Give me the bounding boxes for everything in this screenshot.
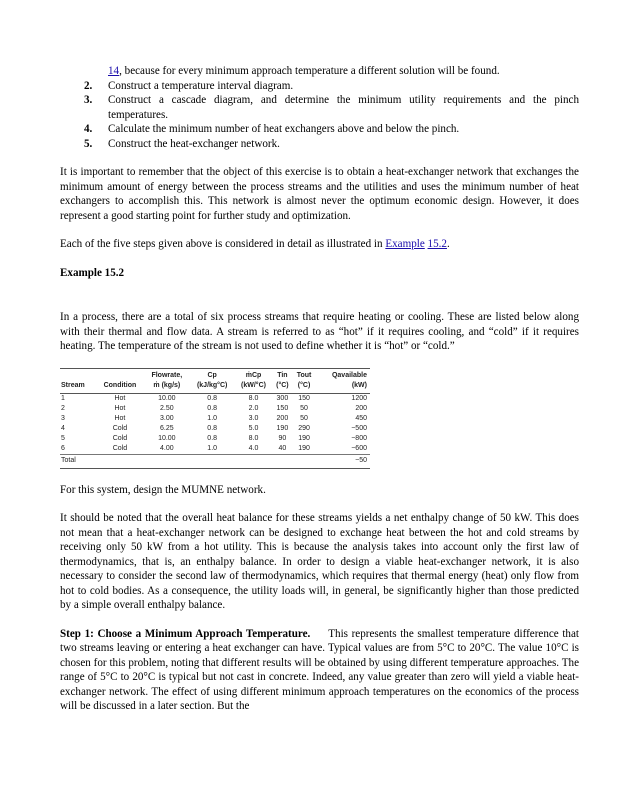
paragraph-problem-statement: In a process, there are a total of six process streams that require heating or cooling. These are listed below along with their thermal and flow data. A stream is referred to as “hot” if it requires cooling, and “cold” if it requires heating. The temperature of the stream is not used to define whether it is “hot” or “cold.” [60, 311, 579, 352]
list-item-text: Construct a temperature interval diagram. [108, 79, 294, 92]
table-row: 4 Cold 6.25 0.8 5.0 190 290 −500 [61, 424, 367, 432]
list-item [60, 79, 579, 94]
list-item-text: Construct the heat-exchanger network. [108, 137, 280, 150]
step-1-text: This represents the smallest temperature difference that two streams leaving or entering a heat exchanger can have. Typical values are from 5°C to 20°C. The value 10°C is chosen for this problem, noting that different results will be obtained by using different temperature approaches. The range of 5°C to 20°C is typical but not cast in concrete. Indeed, any value greater than zero will yield a viable heat-exchanger network. The effect of using different minimum approach temperatures on the economics of the process will be discussed in a later section. But the [60, 627, 579, 712]
table-row: 1 Hot 10.00 0.8 8.0 300 150 1200 [61, 394, 367, 402]
table-row: 2 Hot 2.50 0.8 2.0 150 50 200 [61, 404, 367, 412]
paragraph-task: For this system, design the MUMNE network. [60, 483, 266, 496]
list-item-text: , because for every minimum approach temperature a different solution will be found. [119, 65, 500, 77]
paragraph-steps-reference: Each of the five steps given above is considered in detail as illustrated in Example 15.2. [60, 238, 450, 250]
header-flowrate: Flowrate, ṁ (kg/s) [144, 368, 190, 393]
list-item-number: 5. [84, 137, 93, 150]
paragraph-text: Each of the five steps given above is considered in detail as illustrated in [60, 238, 386, 250]
paragraph-step-1 [60, 627, 579, 714]
stream-data-table [60, 368, 370, 469]
list-item [60, 93, 579, 122]
table-total-row: Total −50 [60, 454, 370, 468]
list-item-number: 2. [84, 79, 93, 92]
list-item-continued [60, 64, 579, 79]
step-list [60, 64, 579, 151]
example-link[interactable]: Example [385, 238, 425, 250]
stream-data-table-wrapper [60, 368, 370, 469]
list-item-number: 3. [84, 94, 93, 106]
table-header-row [60, 368, 370, 393]
header-stream: Stream [60, 368, 96, 393]
paragraph-heat-balance: It should be noted that the overall heat balance for these streams yields a net enthalpy change of 50 kW. This does not mean that a heat-exchanger network can be designed to exchange heat between the hot and cold streams by receiving only 50 kW from a hot utility. This is because the analysis takes into account only the first law of thermodynamics, that is, an enthalpy balance. In order to design a viable heat-exchanger network, it is also necessary to consider the second law of thermodynamics, which requires that thermal energy (heat) only flow from hot to cold bodies. As a consequence, the utility loads will, in general, be significantly higher than those predicted by a simple overall enthalpy balance. [60, 512, 579, 611]
header-tin: Tin (°C) [272, 368, 292, 393]
list-item-text: Construct a cascade diagram, and determine the minimum utility requirements and the pinch temperatures. [108, 94, 579, 121]
page-content [60, 64, 579, 714]
table-row: 3 Hot 3.00 1.0 3.0 200 50 450 [61, 414, 367, 422]
step-1-heading: Step 1: Choose a Minimum Approach Temperature. [60, 627, 311, 640]
list-item-text: Calculate the minimum number of heat exchangers above and below the pinch. [108, 123, 460, 135]
header-mcp: ṁCp (kW/°C) [235, 368, 273, 393]
example-heading: Example 15.2 [60, 266, 125, 279]
table-row: 6 Cold 4.00 1.0 4.0 40 190 −600 [61, 444, 367, 452]
list-item-number: 4. [84, 123, 93, 135]
header-cp: Cp (kJ/kg°C) [190, 368, 235, 393]
header-condition: Condition [96, 368, 144, 393]
header-tout: Tout (°C) [292, 368, 315, 393]
table-row: 5 Cold 10.00 0.8 8.0 90 190 −800 [61, 434, 367, 442]
paragraph-objective: It is important to remember that the object of this exercise is to obtain a heat-exchanger network that exchanges the minimum amount of energy between the process streams and the utilities and uses the minimum number of heat exchangers to accomplish this. This network is almost never the optimum economic design. However, it does represent a good starting point for further study and optimization. [60, 166, 579, 222]
list-item [60, 137, 579, 152]
example-number-link[interactable]: 15.2 [427, 238, 447, 250]
header-q-available: Qavailable (kW) [316, 368, 370, 393]
reference-link-14[interactable]: 14 [108, 65, 120, 77]
list-item [60, 122, 579, 137]
